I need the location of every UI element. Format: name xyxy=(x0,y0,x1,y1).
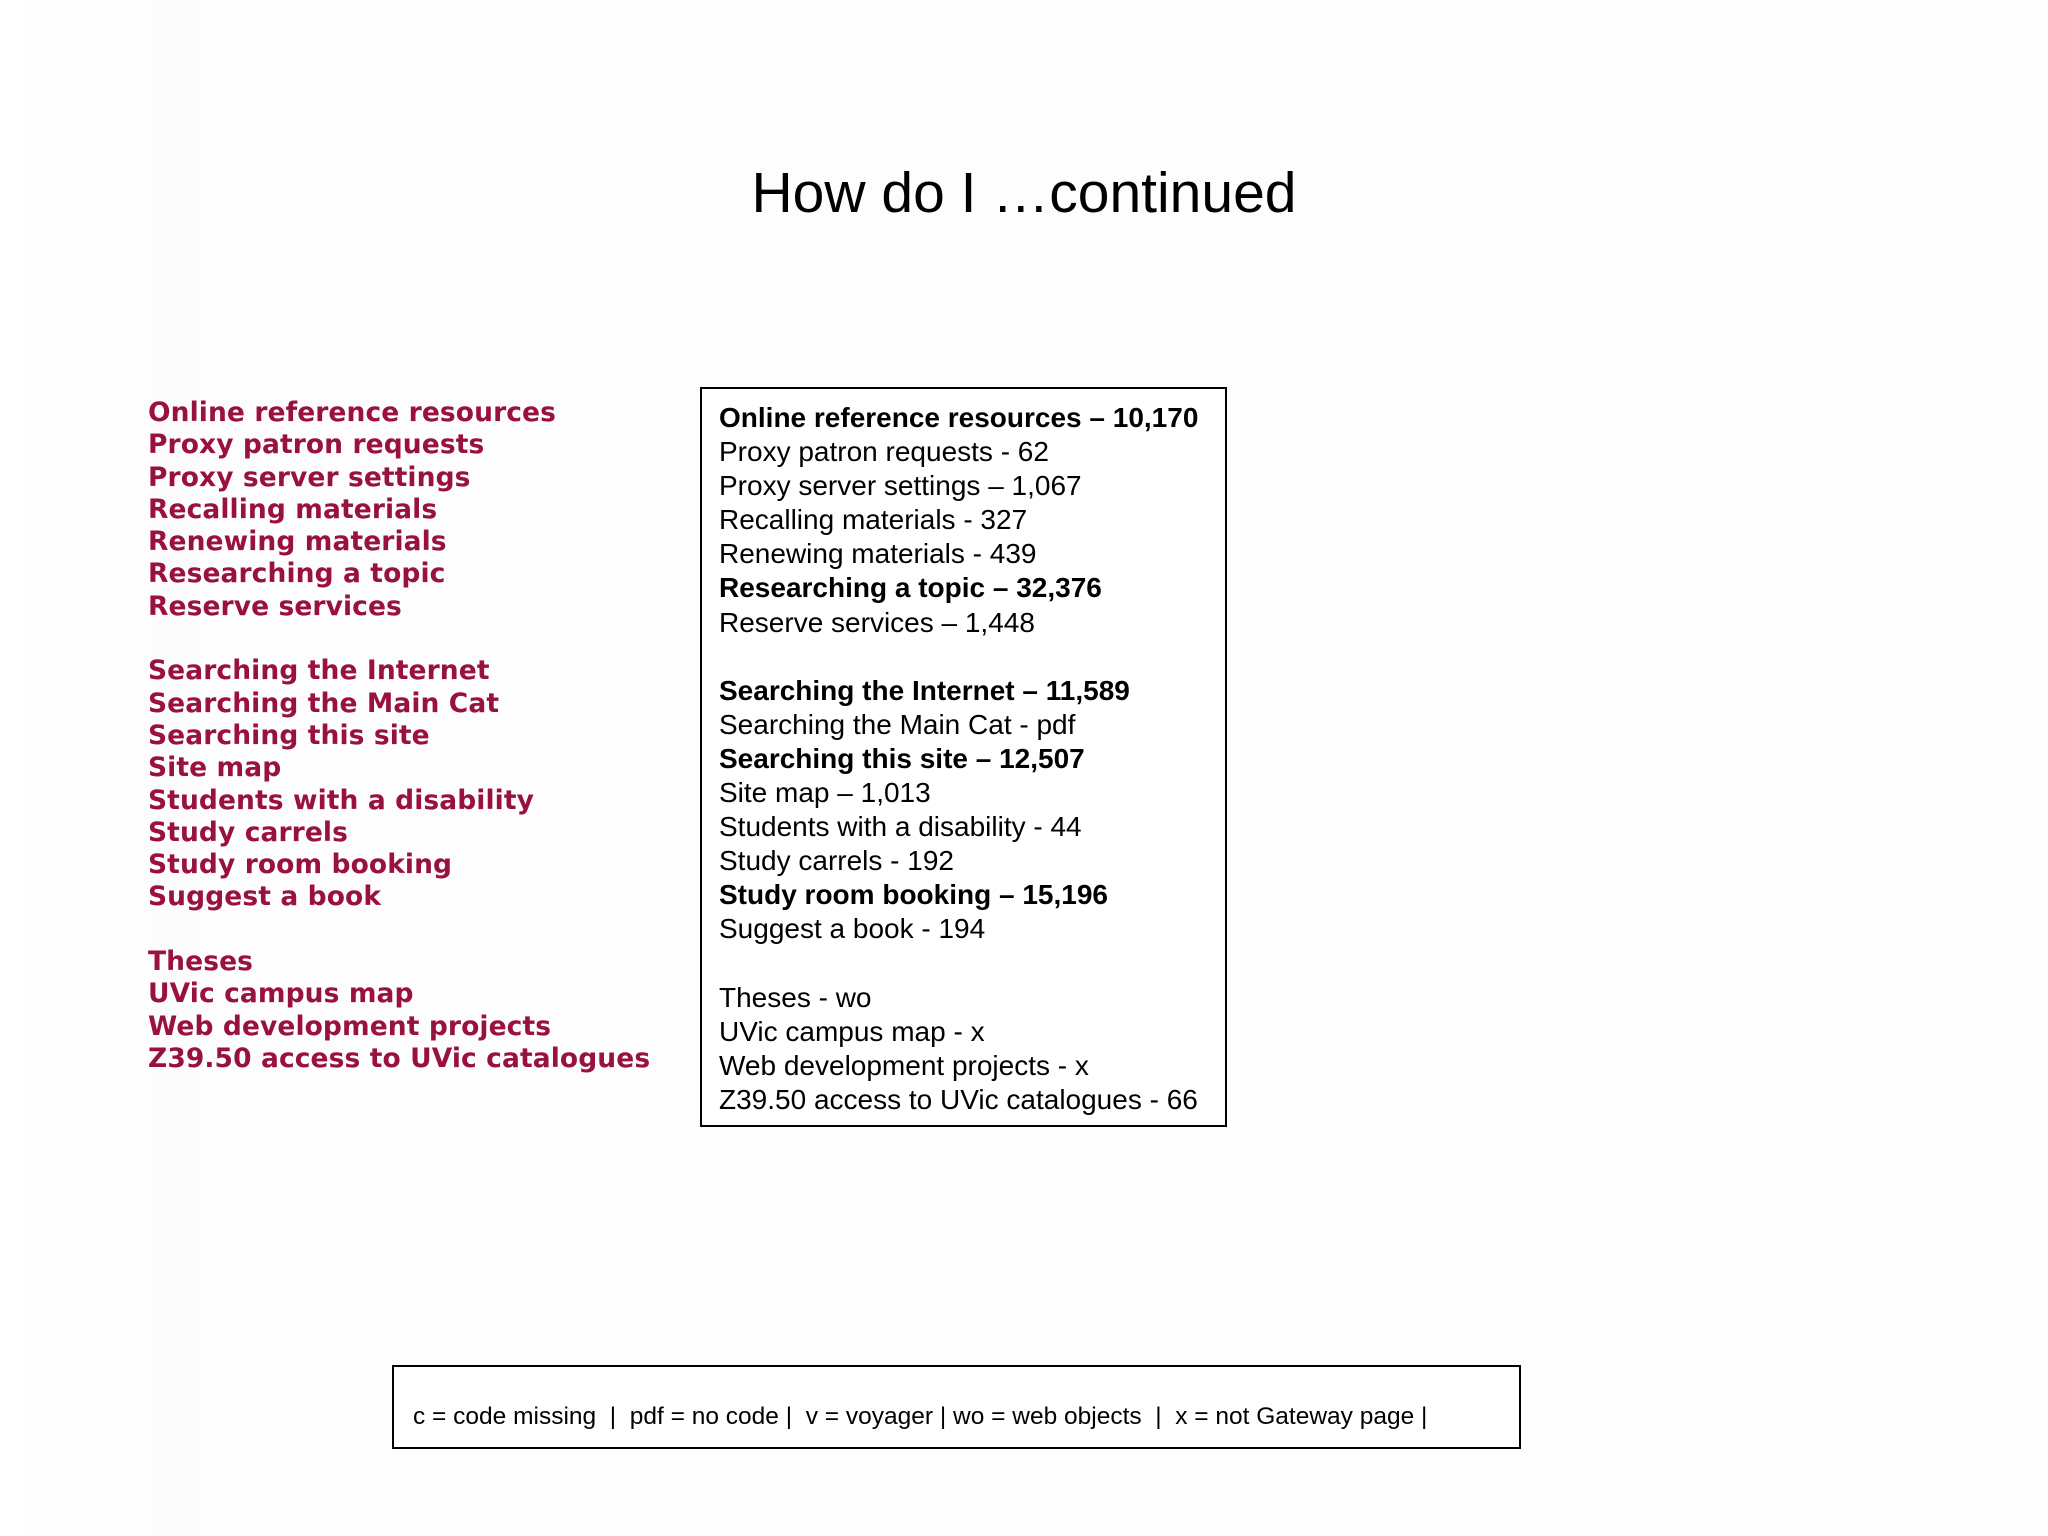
help-links-list xyxy=(148,397,668,1075)
stat-line: Searching the Internet – 11,589 xyxy=(719,674,1130,706)
stat-line: Proxy server settings – 1,067 xyxy=(719,470,1082,502)
help-link[interactable]: Searching the Main Cat xyxy=(148,687,500,719)
stat-line: Students with a disability - 44 xyxy=(719,811,1082,843)
stat-line: Researching a topic – 32,376 xyxy=(719,572,1102,604)
help-link[interactable]: Suggest a book xyxy=(148,881,382,913)
stat-line: Reserve services – 1,448 xyxy=(719,606,1035,638)
help-link[interactable]: Searching this site xyxy=(148,719,430,751)
help-link[interactable]: Study room booking xyxy=(148,849,453,881)
help-link[interactable]: Searching the Internet xyxy=(148,655,490,687)
help-link[interactable]: Web development projects xyxy=(148,1010,552,1042)
help-link[interactable]: Z39.50 access to UVic catalogues xyxy=(148,1042,651,1074)
stat-line: Web development projects - x xyxy=(719,1049,1089,1081)
help-link[interactable]: Proxy patron requests xyxy=(148,429,485,461)
stat-line: Study room booking – 15,196 xyxy=(719,879,1108,911)
stat-line: Searching the Main Cat - pdf xyxy=(719,708,1076,740)
stat-line: Renewing materials - 439 xyxy=(719,538,1037,570)
stat-line: Study carrels - 192 xyxy=(719,845,954,877)
help-link[interactable]: Reserve services xyxy=(148,590,402,622)
help-link[interactable]: Site map xyxy=(148,752,282,784)
help-link[interactable]: Study carrels xyxy=(148,816,348,848)
stat-line: Online reference resources – 10,170 xyxy=(719,402,1199,433)
help-link[interactable]: Students with a disability xyxy=(148,784,534,816)
stat-line: Theses - wo xyxy=(719,981,872,1013)
stat-line: Site map – 1,013 xyxy=(719,777,931,809)
stats-list xyxy=(719,401,1198,1117)
help-link[interactable]: Proxy server settings xyxy=(148,461,471,493)
legend-text: c = code missing | pdf = no code | v = voyager | wo = web objects | x = not Gateway page | xyxy=(413,1403,1428,1430)
help-link[interactable]: Theses xyxy=(148,946,254,978)
help-link[interactable]: Recalling materials xyxy=(148,493,438,525)
help-link[interactable]: Researching a topic xyxy=(148,558,446,590)
stat-line: Z39.50 access to UVic catalogues - 66 xyxy=(719,1083,1198,1115)
help-link[interactable]: UVic campus map xyxy=(148,978,414,1010)
stat-line: Recalling materials - 327 xyxy=(719,504,1028,536)
stat-line: Suggest a book - 194 xyxy=(719,913,986,945)
stat-line: UVic campus map - x xyxy=(719,1015,985,1047)
help-link[interactable]: Renewing materials xyxy=(148,526,447,558)
stat-line: Searching this site – 12,507 xyxy=(719,742,1085,774)
stat-line: Proxy patron requests - 62 xyxy=(719,436,1049,468)
help-link[interactable]: Online reference resources xyxy=(148,397,556,428)
slide-title: How do I …continued xyxy=(751,161,1297,225)
